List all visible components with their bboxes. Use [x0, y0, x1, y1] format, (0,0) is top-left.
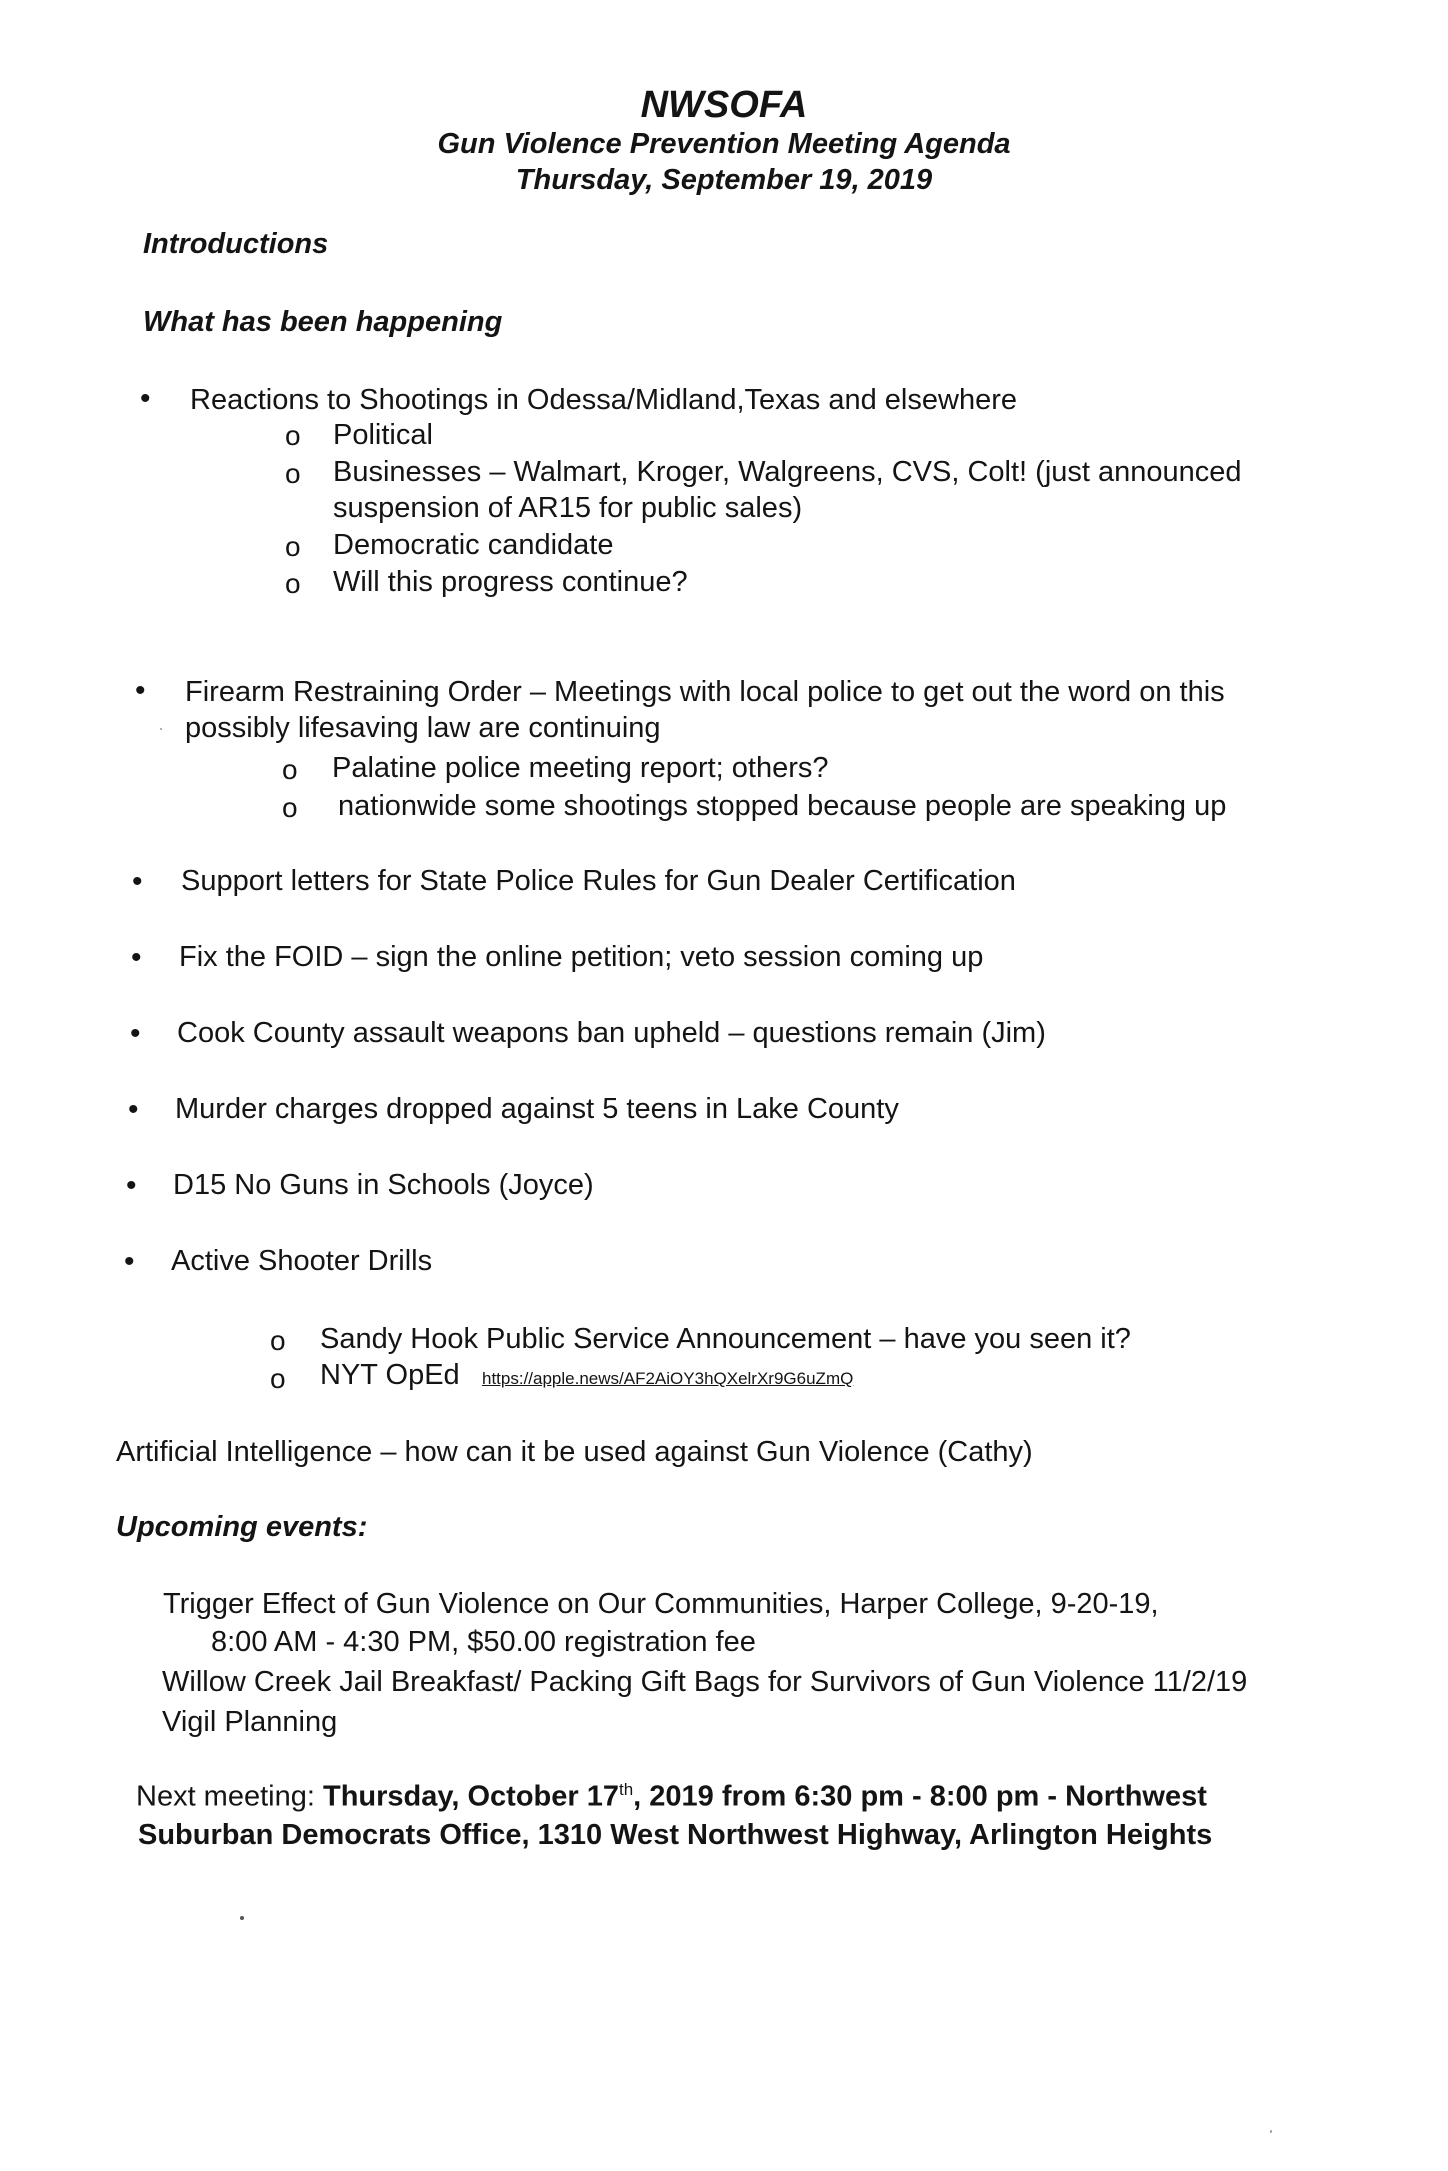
agenda-item-cook-county: Cook County assault weapons ban upheld – questions remain (Jim) [177, 1017, 1046, 1049]
next-meeting-location: Suburban Democrats Office, 1310 West Northwest Highway, Arlington Heights [138, 1819, 1213, 1851]
event-trigger-effect-time: 8:00 AM - 4:30 PM, $50.00 registration fee [211, 1626, 756, 1658]
next-meeting-date-suffix: th [618, 1780, 634, 1799]
section-introductions: Introductions [143, 228, 329, 260]
sub-item-nationwide: nationwide some shootings stopped because people are speaking up [338, 790, 1227, 822]
agenda-item-fix-the-foid: Fix the FOID – sign the online petition; veto session coming up [179, 941, 984, 973]
sub-bullet-icon: o [270, 1325, 286, 1356]
agenda-item-firearm-restraining-order: Firearm Restraining Order – Meetings with local police to get out the word on this [185, 676, 1225, 708]
meeting-subtitle: Gun Violence Prevention Meeting Agenda [437, 128, 1011, 160]
agenda-item-murder-charges: Murder charges dropped against 5 teens in Lake County [175, 1093, 899, 1125]
sub-bullet-icon: o [285, 458, 301, 489]
next-meeting-time: , 2019 from 6:30 pm - 8:00 pm - Northwest [633, 1780, 1207, 1813]
scan-speck [1270, 2130, 1272, 2133]
meeting-date: Thursday, September 19, 2019 [515, 164, 933, 196]
sub-item-democratic-candidate: Democratic candidate [333, 529, 614, 561]
nyt-oped-link[interactable]: https://apple.news/AF2AiOY3hQXelrXr9G6uZmQ [482, 1369, 854, 1388]
sub-bullet-icon: o [270, 1363, 286, 1394]
bullet-icon: • [124, 1245, 135, 1278]
bullet-icon: • [130, 1017, 141, 1050]
bullet-icon: • [132, 865, 143, 898]
agenda-item-reactions: Reactions to Shootings in Odessa/Midland,Texas and elsewhere [190, 384, 1017, 416]
next-meeting-date: Thursday, October 17 [322, 1780, 619, 1813]
scan-speck [160, 728, 162, 730]
bullet-icon: • [140, 382, 151, 415]
next-meeting-line1 [136, 1780, 1207, 1814]
sub-bullet-icon: o [285, 531, 301, 562]
agenda-item-support-letters: Support letters for State Police Rules for Gun Dealer Certification [181, 865, 1016, 897]
sub-item-sandy-hook: Sandy Hook Public Service Announcement – have you seen it? [320, 1323, 1131, 1355]
org-title: NWSOFA [640, 84, 808, 126]
agenda-item-active-shooter-drills: Active Shooter Drills [171, 1245, 433, 1277]
sub-item-palatine: Palatine police meeting report; others? [332, 752, 829, 784]
bullet-icon: • [131, 941, 142, 974]
scan-speck [240, 1916, 244, 1920]
bullet-icon: • [128, 1093, 139, 1126]
sub-bullet-icon: o [285, 420, 301, 451]
event-willow-creek: Willow Creek Jail Breakfast/ Packing Gift Bags for Survivors of Gun Violence 11/2/19 [162, 1666, 1248, 1698]
sub-bullet-icon: o [282, 792, 298, 823]
section-what-has-been-happening: What has been happening [143, 306, 503, 338]
agenda-item-artificial-intelligence: Artificial Intelligence – how can it be used against Gun Violence (Cathy) [116, 1436, 1033, 1468]
bullet-icon: • [135, 674, 146, 707]
next-meeting-line2 [138, 1819, 1212, 1852]
sub-bullet-icon: o [282, 754, 298, 785]
event-trigger-effect: Trigger Effect of Gun Violence on Our Communities, Harper College, 9-20-19, [163, 1588, 1159, 1620]
bullet-icon: • [126, 1169, 137, 1202]
sub-item-businesses: Businesses – Walmart, Kroger, Walgreens, CVS, Colt! (just announced [333, 456, 1242, 488]
sub-bullet-icon: o [285, 568, 301, 599]
agenda-item-firearm-restraining-order-cont: possibly lifesaving law are continuing [185, 712, 661, 744]
agenda-item-d15: D15 No Guns in Schools (Joyce) [173, 1169, 594, 1201]
section-upcoming-events: Upcoming events: [116, 1511, 368, 1543]
sub-item-progress: Will this progress continue? [333, 566, 688, 598]
sub-item-nyt-oped: NYT OpEd [320, 1359, 460, 1391]
event-vigil-planning: Vigil Planning [162, 1706, 338, 1738]
sub-item-businesses-cont: suspension of AR15 for public sales) [333, 492, 803, 524]
sub-item-political: Political [333, 419, 433, 451]
next-meeting-label: Next meeting: [136, 1780, 323, 1813]
